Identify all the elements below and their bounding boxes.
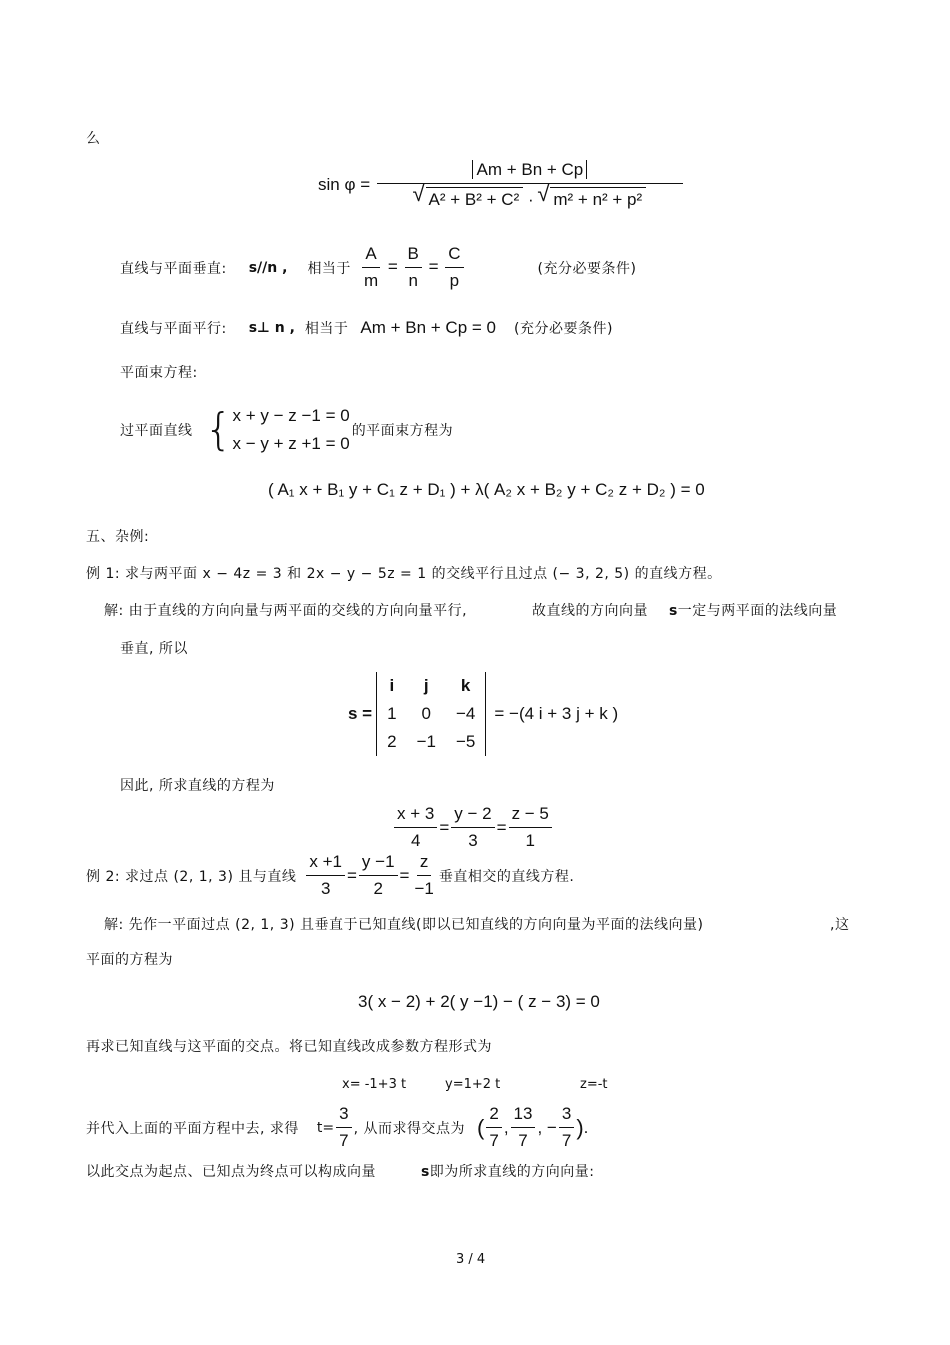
pt-x-num: 2 [486, 1104, 501, 1128]
ex2-question: 例 2: 求过点 (2, 1, 3) 且与直线 $\frac{x +1}{3}$ = $\frac{y -1}{2}$ = $\frac{z}{-1}$ 垂直相交的直线方程. [86, 852, 575, 898]
ex1-line-equation: $\frac{x + 3}{4}$ = $\frac{y - 2}{3}$ = $\frac{z - 5}{1}$ [392, 804, 554, 851]
parallel-row [120, 318, 613, 338]
det-rhs: = −(4 i + 3 j + k ) [494, 704, 619, 723]
pencil-prefix: 过平面直线 [120, 423, 193, 439]
ex2-substitute-b: , 从而求得交点为 [353, 1120, 466, 1137]
ex1-frac1-num: x + 3 [394, 804, 437, 828]
sin-numerator: Am + Bn + Cp [472, 160, 587, 179]
perp-condition: (充分必要条件) [537, 260, 637, 277]
pencil-title: 平面束方程: [120, 365, 198, 381]
brace-icon: { [204, 404, 233, 455]
ex2-last-row [86, 1161, 595, 1181]
parallel-condition: (充分必要条件) [514, 321, 613, 337]
parallel-label: 直线与平面平行: [120, 321, 227, 337]
det-cell: i [389, 676, 395, 695]
ex1-question: 例 1: 求与两平面 x − 4z = 3 和 2x − y − 5z = 1 的交线平行且过点 (− 3, 2, 5) 的直线方程。 [86, 566, 722, 582]
ex2-param-x: x= -1+3 t [342, 1077, 407, 1092]
ex1-solution-b [532, 600, 837, 620]
perp-frac2-den: n [408, 271, 418, 290]
pencil-eq2: x − y + z +1 = 0 [232, 434, 350, 453]
pt-y-den: 7 [518, 1131, 528, 1150]
sin-denominator-left: √ A² + B² + C² [426, 187, 524, 210]
sin-fraction [377, 160, 683, 210]
ex1-thus: 因此, 所求直线的方程为 [120, 778, 275, 794]
ex2-prefix: 例 2: 求过点 (2, 1, 3) 且与直线 [86, 868, 297, 885]
ex1-solution-c: 一定与两平面的法线向量 [677, 603, 838, 619]
ex2-t-label: t= [316, 1119, 335, 1136]
ex2-last-a: 以此交点为起点、已知点为终点可以构成向量 [86, 1164, 376, 1180]
ex2-substitute-row [86, 1104, 588, 1151]
ex2-frac3-den: −1 [414, 879, 434, 898]
ex2-intersection-point: ( $\frac{2}{7}$ , $\frac{13}{7}$ , − $\frac{3}{7}$ ) . [477, 1104, 589, 1150]
det-matrix [377, 672, 485, 756]
det-cell: −1 [416, 732, 436, 751]
pencil-eq1: x + y − z −1 = 0 [232, 406, 350, 425]
perp-eq2: = [428, 256, 439, 276]
ex1-solution-a: 解: 由于直线的方向向量与两平面的交线的方向向量平行, [104, 603, 468, 619]
perp-eq1: = [387, 256, 398, 276]
perp-frac1-num: A [362, 244, 379, 268]
ex2-frac2-den: 2 [373, 879, 383, 898]
ex1-determinant [348, 672, 618, 756]
ex2-plane-equation: 3( x − 2) + 2( y −1) − ( z − 3) = 0 [358, 992, 600, 1011]
ex2-t-num: 3 [336, 1104, 351, 1128]
pt-x-den: 7 [489, 1131, 499, 1150]
ex2-solution-a: 解: 先作一平面过点 (2, 1, 3) 且垂直于已知直线(即以已知直线的方向向量为平面的法线向量) [104, 917, 704, 933]
ex1-frac3-num: z − 5 [509, 804, 552, 828]
ex2-frac1-den: 3 [320, 879, 331, 898]
pt-y-num: 13 [511, 1104, 536, 1128]
sin-dot: · [527, 190, 534, 209]
perp-frac1-den: m [363, 271, 379, 290]
perp-frac3-num: C [445, 244, 463, 268]
sin-lhs: sin φ = [318, 175, 371, 194]
ex2-vector-s: s [420, 1164, 430, 1180]
det-cell: −4 [455, 704, 476, 723]
perp-relation: s//n , [248, 259, 288, 276]
det-cell: j [423, 676, 429, 695]
perp-label: 直线与平面垂直: [120, 260, 227, 277]
ex1-vector-s: s [668, 603, 678, 619]
det-cell: 0 [421, 704, 431, 723]
ex2-param-z: z=-t [580, 1077, 608, 1092]
det-cell: 2 [387, 732, 397, 751]
pencil-suffix: 的平面束方程为 [351, 423, 454, 439]
ex2-frac3-num: z [417, 852, 432, 876]
ex2-suffix: 垂直相交的直线方程. [438, 868, 575, 885]
ex2-solution-comma: ,这 [830, 917, 850, 933]
det-cell: −5 [455, 732, 476, 751]
perp-row [120, 244, 636, 291]
det-cell: k [460, 676, 471, 695]
ex2-t-den: 7 [339, 1131, 349, 1150]
parallel-formula: Am + Bn + Cp = 0 [360, 318, 496, 337]
sin-formula [318, 160, 685, 210]
ex1-solution-d: 垂直, 所以 [120, 641, 188, 657]
sin-denominator-right: √ m² + n² + p² [550, 187, 646, 210]
ex2-frac2-num: y −1 [359, 852, 398, 876]
ex2-solution-b: 平面的方程为 [86, 952, 173, 968]
det-cell: 1 [387, 704, 397, 723]
perp-equiv: 相当于 [307, 260, 351, 277]
ex2-frac1-num: x +1 [306, 852, 345, 876]
ex1-frac2-den: 3 [468, 831, 478, 850]
pencil-line-row [120, 402, 453, 458]
ex1-solution-b-text: 故直线的方向向量 [532, 603, 648, 619]
top-fragment: 么 [86, 131, 101, 147]
page-number: 3 / 4 [456, 1252, 486, 1267]
ex1-frac2-num: y − 2 [451, 804, 494, 828]
parallel-relation: s⊥ n , [248, 320, 295, 336]
pencil-formula: ( A₁ x + B₁ y + C₁ z + D₁ ) + λ( A₂ x + B₂ y + C₂ z + D₂ ) = 0 [268, 480, 705, 499]
parallel-equiv: 相当于 [304, 321, 349, 337]
perp-frac3-den: p [449, 271, 460, 290]
section-5-heading: 五、杂例: [86, 529, 150, 545]
ex1-frac1-den: 4 [410, 831, 421, 850]
ex1-frac3-den: 1 [525, 831, 535, 850]
ex2-last-b: 即为所求直线的方向向量: [429, 1164, 595, 1180]
ex2-param-y: y=1+2 t [445, 1077, 501, 1092]
det-lhs: s = [348, 704, 373, 723]
ex2-substitute-a: 并代入上面的平面方程中去, 求得 [86, 1120, 299, 1137]
ex2-again: 再求已知直线与这平面的交点。将已知直线改成参数方程形式为 [86, 1039, 492, 1055]
pt-z-den: 7 [561, 1131, 572, 1150]
perp-frac2-num: B [405, 244, 422, 268]
pt-z-num: 3 [559, 1104, 574, 1128]
